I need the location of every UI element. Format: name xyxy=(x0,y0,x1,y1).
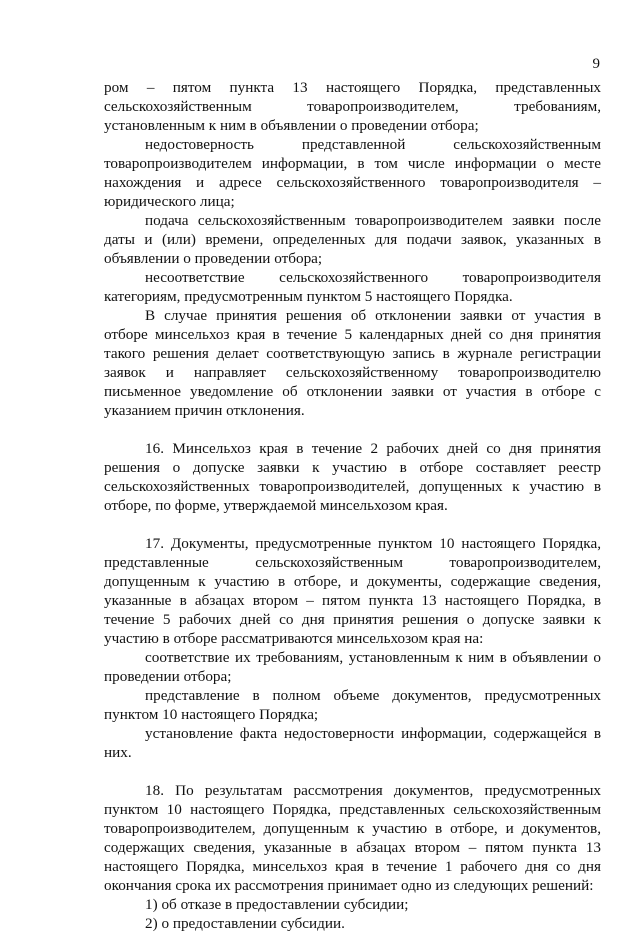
paragraph-item-17-reliability: установление факта недостоверности информации, содержащейся в них. xyxy=(104,725,601,761)
paragraph-item-18-option-2: 2) о предоставлении субсидии. xyxy=(145,915,345,932)
paragraph-rejection-notice: В случае принятия решения об отклонении заявки от участия в отборе минсельхоз края в течение 5 календарных дней со дня принятия такого решения делает соответствующую запись в журнале регистрации заявок и направляет сельскохозяйственному товаропроизводителю письменное уведомление об отклонении заявки от участия в отборе с указанием причин отклонения. xyxy=(104,307,601,419)
paragraph-item-18-option-1: 1) об отказе в предоставлении субсидии; xyxy=(145,896,409,913)
paragraph-unreliable-info: недостоверность представленной сельскохозяйственным товаропроизводителем информации, в том числе информации о месте нахождения и адресе сельскохозяйственного товаропроизводителя – юридического лица; xyxy=(104,136,601,210)
paragraph-category-mismatch: несоответствие сельскохозяйственного товаропроизводителя категориям, предусмотренным пунктом 5 настоящего Порядка. xyxy=(104,269,601,305)
page-number: 9 xyxy=(592,56,600,72)
paragraph-criteria-continuation: ром – пятом пункта 13 настоящего Порядка, представленных сельскохозяйственным товаропроизводителем, требованиям, установленным к ним в объявлении о проведении отбора; xyxy=(104,79,601,134)
paragraph-item-17-completeness: представление в полном объеме документов, предусмотренных пунктом 10 настоящего Порядка; xyxy=(104,687,601,723)
paragraph-item-18: 18. По результатам рассмотрения документов, предусмотренных пунктом 10 настоящего Порядка, представленных сельскохозяйственным товаропроизводителем, допущенным к участию в отборе, и документов, содержащих сведения, указанные в абзацах втором – пятом пункта 13 настоящего Порядка, минсельхоз края в течение 1 рабочего дня со дня окончания срока их рассмотрения принимает одно из следующих решений: xyxy=(104,782,601,894)
paragraph-item-17-compliance: соответствие их требованиям, установленным к ним в объявлении о проведении отбора; xyxy=(104,649,601,685)
paragraph-item-17: 17. Документы, предусмотренные пунктом 10 настоящего Порядка, представленные сельскохозяйственным товаропроизводителем, допущенным к участию в отборе, и документы, содержащие сведения, указанные в абзацах втором – пятом пункта 13 настоящего Порядка, в течение 5 рабочих дней со дня принятия решения о допуске заявки к участию в отборе рассматриваются минсельхозом края на: xyxy=(104,535,601,647)
paragraph-late-submission: подача сельскохозяйственным товаропроизводителем заявки после даты и (или) времени, определенных для подачи заявок, указанных в объявлении о проведении отбора; xyxy=(104,212,601,267)
document-body xyxy=(104,78,601,933)
paragraph-item-16: 16. Минсельхоз края в течение 2 рабочих дней со дня принятия решения о допуске заявки к участию в отборе составляет реестр сельскохозяйственных товаропроизводителей, допущенных к участию в отборе, по форме, утверждаемой минсельхозом края. xyxy=(104,440,601,514)
